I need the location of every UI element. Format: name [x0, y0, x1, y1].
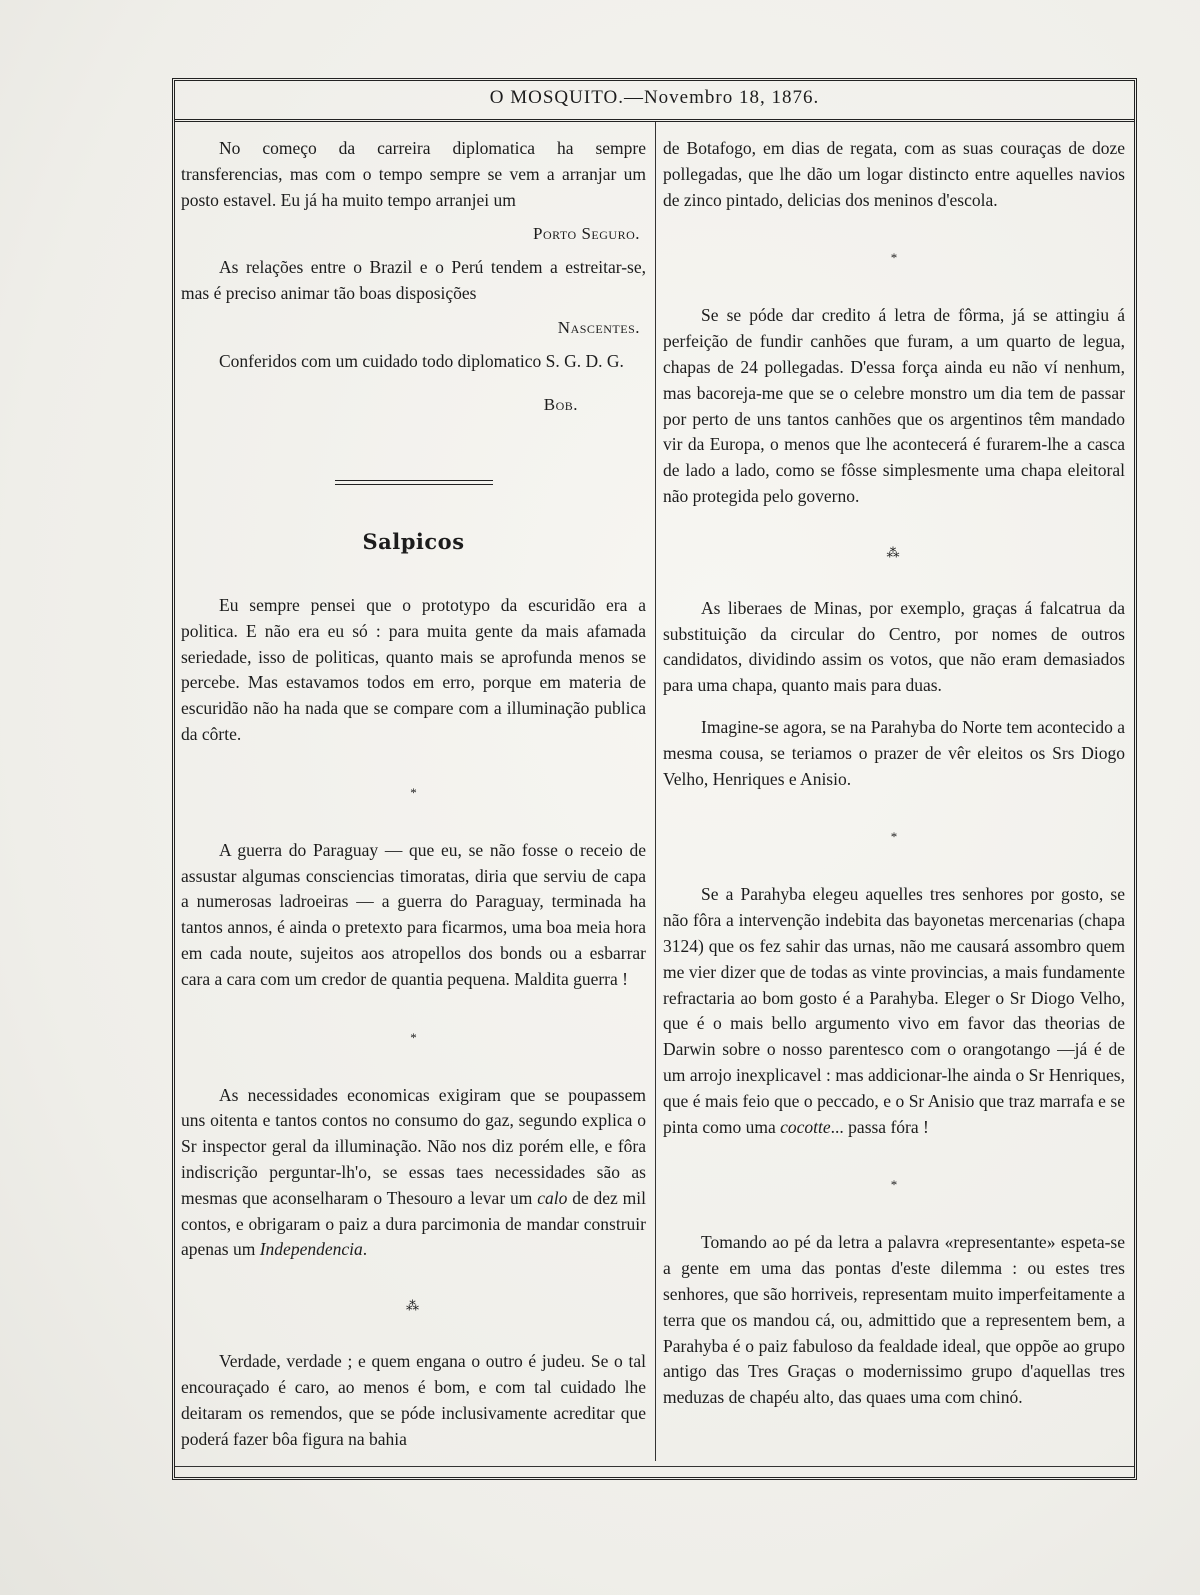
italic-run: cocotte [780, 1116, 831, 1137]
signature: Bob. [543, 395, 578, 415]
running-header [175, 81, 1134, 122]
bottom-rule [175, 1466, 1134, 1467]
text-run: . [362, 1239, 368, 1260]
paragraph: Verdade, verdade ; e quem engana o outro é judeu. Se o tal encouraçado é caro, ao menos é bom, e com tal cuidado lhe deitaram os remendos, que se póde inclusivamente acreditar que poderá fazer bôa figura na bahia [181, 1351, 646, 1449]
spacer [663, 699, 1125, 715]
separator-star: * [890, 829, 898, 845]
paragraph [181, 1083, 646, 1264]
paragraph: As liberaes de Minas, por exemplo, graças á falcatrua da substituição da circular do Centro, por nomes de outros candidatos, dividindo assim os votos, que não eram demasiados para uma chapa, quanto mais para duas. [663, 597, 1125, 696]
text-run: ... passa fóra ! [830, 1116, 929, 1137]
text-run: Se a Parahyba elegeu aquelles tres senhores por gosto, se não fôra a intervenção indebita das bayonetas mercenarias (chapa 3124) que os fez sahir das urnas, não me causará assombro quem me vier dizer que de todas as vinte provincias, a mais fundamente refractaria ao bom gosto é a Parahyba. Eleger o Sr Diogo Velho, que é o mais bello argumento vivo em favor das theorias de Darwin sobre o nosso parentesco com o orangotango —já é de um arrojo inexplicavel : mas addicionar-lhe ainda o Sr Henriques, que é mais feio que o peccado, e o Sr Anisio que traz marrafa e se pinta como uma [663, 884, 1125, 1137]
right-column [663, 136, 1125, 1411]
separator-asterism: ⁂ [406, 1298, 421, 1314]
text-run: de dez mil contos, e obrigaram o paiz a dura parcimonia de mandar construir apenas um [181, 1187, 647, 1260]
paragraph [663, 882, 1125, 1140]
section-title: Salpicos [362, 529, 465, 555]
italic-run: calo [537, 1187, 568, 1208]
separator-star: * [890, 1177, 898, 1193]
column-divider [655, 122, 656, 1461]
text-run: As necessidades economicas exigiram que se poupassem uns oitenta e tantos contos no consumo do gaz, segundo explica o Sr inspector geral da illuminação. Não nos diz porém elle, e fôra indiscrição perguntar-lh'o, se essas taes necessidades são as mesmas que aconselharam o Thesouro a levar um [181, 1084, 646, 1208]
separator-star: * [410, 1029, 417, 1045]
paragraph: Tomando ao pé da letra a palavra «representante» espeta-se a gente em uma das pontas d'este dilemma : ou estes tres senhores, que são horriveis, representam muito imperfeitamente a terra que os mandou cá, ou, admittido que a representem bem, a Parahyba é o paiz fabuloso da fealdade ideal, que oppõe ao grupo antigo das Tres Graças o modernissimo grupo d'aquellas tres meduzas de chapéu alto, das quaes uma com chinó. [663, 1232, 1125, 1408]
header-title: O MOSQUITO.—Novembro 18, 1876. [489, 87, 820, 108]
paragraph: Conferidos com um cuidado todo diplomatico S. G. D. G. [219, 350, 624, 371]
section-rule [335, 480, 493, 485]
separator-star: * [410, 784, 417, 800]
italic-run: Independencia [259, 1239, 363, 1260]
paragraph: de Botafogo, em dias de regata, com as suas couraças de doze pollegadas, que lhe dão um logar distincto entre aquelles navios de zinco pintado, delicias dos meninos d'escola. [663, 138, 1125, 210]
page-frame [172, 78, 1137, 1480]
paragraph: Imagine-se agora, se na Parahyba do Norte tem acontecido a mesma cousa, se teriamos o prazer de vêr eleitos os Srs Diogo Velho, Henriques e Anisio. [663, 716, 1125, 789]
separator-star: * [890, 250, 898, 266]
paragraph: No começo da carreira diplomatica ha sempre transferencias, mas com o tempo sempre se vem a arranjar um posto estavel. Eu já ha muito tempo arranjei um [181, 138, 646, 210]
signature: Porto Seguro. [533, 224, 640, 244]
paragraph: As relações entre o Brazil e o Perú tendem a estreitar-se, mas é preciso animar tão boas disposições [181, 257, 646, 303]
paragraph: Se se póde dar credito á letra de fôrma, já se attingiu á perfeição de fundir canhões que furam, a um quarto de legua, chapas de 24 pollegadas. D'essa força ainda eu não ví nenhum, mas bacoreja-me que se o celebre monstro um dia tem de passar por perto de uns tantos canhões que os argentinos têm mandado vir da Europa, o menos que lhe acontecerá é furarem-lhe a casca de lado a lado, como se fôsse simplesmente uma chapa eleitoral não protegida pelo governo. [663, 305, 1125, 506]
paragraph: A guerra do Paraguay — que eu, se não fosse o receio de assustar algumas consciencias timoratas, diria que serviu de capa a numerosas ladroeiras — a guerra do Paraguay, terminada ha tantos annos, é ainda o pretexto para ficarmos, uma boa meia hora em cada noute, sujeitos aos atropellos dos bonds ou a esbarrar cara a cara com um credor de quantia pequena. Maldita guerra ! [181, 839, 646, 989]
paragraph: Eu sempre pensei que o prototypo da escuridão era a politica. E não era eu só : para muita gente da mais afamada seriedade, isso de politicas, quanto mais se aprofunda menos se percebe. Mas estavamos todos em erro, porque em materia de escuridão não ha nada que se compare com a illuminação publica da côrte. [181, 594, 646, 744]
separator-asterism: ⁂ [886, 544, 902, 560]
signature: Nascentes. [557, 317, 640, 337]
left-column [181, 136, 646, 1452]
